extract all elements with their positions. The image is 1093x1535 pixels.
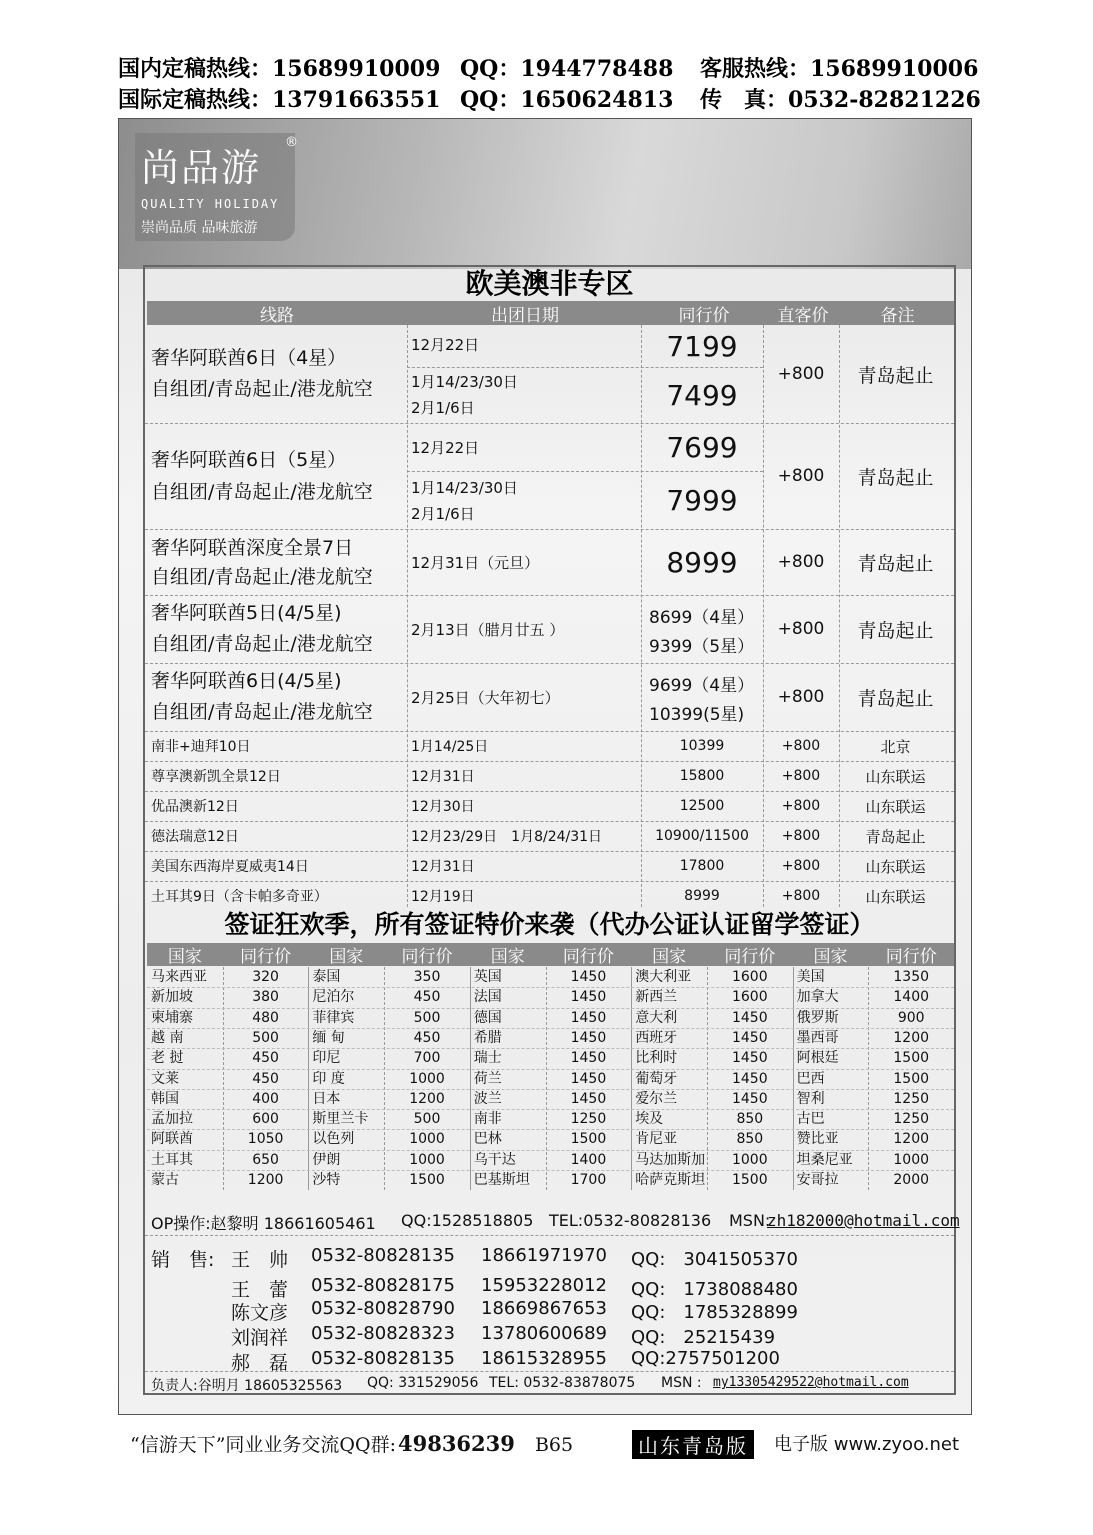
visa-header-country: 国家 [652, 947, 687, 967]
sales-tel: 0532-80828135 [311, 1348, 455, 1369]
visa-price: 1050 [247, 1131, 284, 1148]
tour-route: 奢华阿联酋6日（4星） [151, 347, 347, 369]
tour-date: 2月1/6日 [411, 399, 475, 417]
visa-column-divider [793, 967, 794, 1190]
visa-country: 瑞士 [473, 1050, 502, 1067]
intl-qq: QQ：1650624813 [460, 87, 674, 113]
visa-price: 1200 [893, 1029, 930, 1046]
tour-route: 土耳其9日（含卡帕多奇亚） [151, 889, 328, 905]
visa-row-divider [147, 987, 954, 988]
visa-country: 巴西 [796, 1070, 825, 1087]
visa-price: 350 [413, 969, 441, 985]
tour-price-alt: 9399（5星） [649, 636, 755, 657]
tour-price: 7499 [666, 378, 738, 412]
tour-direct-price: +800 [781, 798, 821, 814]
visa-country: 土耳其 [151, 1151, 193, 1168]
tour-route: 南非+迪拜10日 [151, 739, 251, 755]
tour-route: 奢华阿联酋6日（5星） [151, 449, 347, 471]
visa-country: 法国 [473, 989, 502, 1006]
tour-date: 12月30日 [411, 799, 475, 815]
visa-country: 新西兰 [635, 989, 678, 1006]
tour-note: 山东联运 [865, 767, 926, 786]
domestic-hotline: 国内定稿热线：15689910009 [118, 56, 441, 82]
tour-note: 青岛起止 [865, 827, 926, 846]
manager-divider [145, 1371, 954, 1372]
visa-price: 1450 [731, 1009, 768, 1026]
tour-note: 青岛起止 [857, 552, 934, 575]
visa-country: 古巴 [796, 1111, 825, 1128]
visa-country: 缅 甸 [312, 1029, 345, 1046]
tour-route: 美国东西海岸夏威夷14日 [151, 859, 309, 875]
visa-row-divider [147, 1008, 954, 1009]
tour-date: 2月25日（大年初七） [411, 688, 560, 707]
visa-country: 葡萄牙 [635, 1070, 678, 1087]
op-qq: QQ:1528518805 [401, 1211, 534, 1230]
visa-price: 1000 [893, 1151, 930, 1168]
op-msn-link[interactable]: zh182000@hotmail.com [767, 1211, 960, 1230]
visa-title: 签证狂欢季，所有签证特价来袭（代办公证认证留学签证） [224, 910, 875, 939]
tour-date: 1月14/23/30日 [411, 373, 518, 391]
visa-country: 墨西哥 [796, 1029, 839, 1046]
visa-price: 1450 [570, 1090, 607, 1107]
visa-country: 乌干达 [473, 1151, 516, 1168]
footer-group-number: 49836239 [397, 1431, 515, 1456]
tour-price: 7999 [666, 483, 738, 517]
visa-price: 450 [252, 1050, 279, 1067]
visa-country: 阿联酋 [151, 1131, 193, 1148]
op-tel: TEL:0532-80828136 [549, 1211, 712, 1230]
visa-price: 1500 [409, 1172, 445, 1188]
visa-country: 马达加斯加 [635, 1151, 706, 1168]
header-peer-price: 同行价 [678, 305, 730, 326]
tour-direct-price: +800 [777, 552, 825, 572]
tour-date: 12月22日 [411, 439, 480, 457]
visa-country: 巴基斯坦 [473, 1172, 530, 1188]
visa-header [147, 943, 954, 966]
banner [119, 119, 971, 269]
tour-route: 奢华阿联酋5日(4/5星) [151, 602, 342, 624]
tour-price: 17800 [679, 858, 725, 874]
tour-route: 德法瑞意12日 [151, 829, 239, 845]
visa-price: 1350 [893, 969, 930, 985]
tour-route-sub: 自组团/青岛起止/港龙航空 [151, 633, 373, 655]
visa-country: 蒙古 [151, 1172, 179, 1188]
tour-direct-price: +800 [777, 364, 825, 384]
tour-note: 山东联运 [865, 857, 926, 876]
visa-row-divider [147, 1129, 954, 1130]
visa-price: 1000 [409, 1151, 445, 1168]
visa-country: 老 挝 [151, 1050, 184, 1067]
visa-row-divider [147, 1150, 954, 1151]
tours-vline-1 [407, 325, 408, 907]
visa-price: 1450 [570, 1029, 607, 1046]
visa-price: 1700 [570, 1172, 607, 1188]
tour-date: 1月14/25日 [411, 739, 489, 755]
visa-price: 1500 [731, 1172, 768, 1188]
visa-price: 700 [413, 1050, 441, 1067]
tour-date: 2月1/6日 [411, 505, 475, 523]
tour-direct-price: +800 [781, 738, 821, 754]
visa-column-divider [470, 967, 471, 1190]
visa-price: 450 [252, 1070, 279, 1087]
tour-price: 8999 [666, 545, 738, 579]
footer-edition: 山东青岛版 [632, 1430, 754, 1459]
visa-country: 英国 [473, 969, 502, 985]
visa-price: 500 [252, 1029, 279, 1046]
visa-country: 斯里兰卡 [312, 1111, 369, 1128]
footer-site[interactable]: 电子版 www.zyoo.net [774, 1434, 960, 1455]
tour-direct-price: +800 [777, 466, 825, 486]
tour-note: 青岛起止 [857, 364, 934, 387]
manager-msn-label: MSN : [661, 1375, 702, 1391]
main-panel [143, 265, 960, 1395]
tour-date: 12月31日 [411, 859, 475, 875]
tour-direct-price: +800 [781, 888, 821, 904]
visa-price: 1450 [570, 989, 607, 1006]
visa-price: 1000 [731, 1151, 768, 1168]
visa-country: 菲律宾 [312, 1009, 355, 1026]
header-date: 出团日期 [491, 305, 559, 326]
visa-price: 1500 [893, 1050, 930, 1067]
visa-price: 1250 [893, 1090, 930, 1107]
manager-qq: QQ: 331529056 [367, 1375, 479, 1391]
visa-country: 爱尔兰 [635, 1090, 678, 1107]
sales-mobile: 18661971970 [481, 1245, 607, 1266]
tours-title: 欧美澳非专区 [465, 267, 634, 300]
visa-column-divider [308, 967, 309, 1190]
intl-hotline: 国际定稿热线：13791663551 [118, 87, 441, 113]
visa-price: 1450 [570, 1050, 607, 1067]
tour-note: 山东联运 [865, 887, 926, 906]
visa-price: 500 [413, 1009, 441, 1026]
visa-price: 1600 [731, 969, 768, 985]
visa-price: 380 [252, 989, 279, 1006]
visa-country: 沙特 [312, 1172, 341, 1188]
visa-price: 480 [252, 1009, 279, 1026]
sales-tel: 0532-80828175 [311, 1275, 455, 1296]
contacts-divider [145, 1235, 954, 1236]
visa-price: 650 [252, 1151, 279, 1168]
visa-price: 1200 [247, 1172, 284, 1188]
visa-price: 1450 [570, 1009, 607, 1026]
visa-header-country: 国家 [490, 947, 525, 967]
tour-price: 10900/11500 [655, 828, 749, 844]
sales-mobile: 18615328955 [481, 1348, 607, 1369]
tour-date: 12月31日 [411, 769, 475, 785]
visa-country: 文莱 [151, 1070, 179, 1087]
sales-label: 销 售: [151, 1249, 215, 1271]
manager-msn-link[interactable]: my13305429522@hotmail.com [713, 1375, 909, 1390]
logo-registered-mark: ® [285, 135, 298, 150]
manager-tel: TEL: 0532-83878075 [489, 1375, 636, 1391]
tour-route: 奢华阿联酋深度全景7日 [151, 537, 354, 559]
tour-note: 青岛起止 [857, 687, 934, 710]
visa-price: 1000 [409, 1131, 445, 1148]
sales-name: 王 帅 [231, 1249, 289, 1271]
visa-price: 1450 [731, 1070, 768, 1087]
visa-country: 赞比亚 [796, 1131, 839, 1148]
manager-contact: 负责人:谷明月 18605325563 [151, 1378, 343, 1394]
visa-price: 450 [413, 1029, 441, 1046]
tour-direct-price: +800 [781, 858, 821, 874]
tour-route-sub: 自组团/青岛起止/港龙航空 [151, 378, 373, 400]
visa-row-divider [147, 1069, 954, 1070]
visa-price: 1500 [893, 1070, 930, 1087]
visa-country: 印 度 [312, 1070, 345, 1087]
sales-qq: QQ: 1785328899 [631, 1302, 798, 1323]
visa-price: 1000 [409, 1070, 445, 1087]
visa-country: 日本 [312, 1090, 341, 1107]
visa-price: 850 [736, 1111, 764, 1128]
tour-date: 12月22日 [411, 336, 480, 354]
visa-price: 450 [413, 989, 441, 1006]
visa-country: 波兰 [473, 1090, 502, 1107]
visa-price: 1200 [893, 1131, 930, 1148]
tour-price: 8999 [684, 888, 720, 904]
visa-country: 韩国 [151, 1090, 179, 1107]
visa-price: 320 [252, 969, 279, 985]
visa-price: 2000 [893, 1172, 930, 1188]
visa-price: 1450 [731, 1050, 768, 1067]
visa-country: 印尼 [312, 1050, 341, 1067]
tour-route: 尊享澳新凯全景12日 [151, 769, 281, 785]
visa-country: 埃及 [635, 1111, 664, 1128]
tour-date: 12月19日 [411, 889, 475, 905]
sales-tel: 0532-80828323 [311, 1323, 455, 1344]
tour-direct-price: +800 [777, 687, 825, 707]
tour-date: 12月23/29日 1月8/24/31日 [411, 829, 603, 845]
visa-price: 600 [252, 1111, 279, 1128]
logo-slogan: 崇尚品质 品味旅游 [141, 220, 258, 236]
visa-country: 马来西亚 [151, 969, 207, 985]
sales-name: 陈文彦 [231, 1302, 289, 1324]
visa-price: 1500 [570, 1131, 607, 1148]
visa-country: 坦桑尼亚 [796, 1151, 853, 1168]
visa-country: 伊朗 [312, 1151, 341, 1168]
visa-price: 1450 [731, 1090, 768, 1107]
tour-direct-price: +800 [781, 828, 821, 844]
tours-header [147, 301, 954, 325]
tour-route-sub: 自组团/青岛起止/港龙航空 [151, 481, 373, 503]
visa-row-divider [147, 1028, 954, 1029]
op-contact: OP操作:赵黎明 18661605461 [151, 1214, 376, 1233]
visa-country: 哈萨克斯坦 [635, 1172, 706, 1188]
visa-country: 泰国 [312, 969, 341, 985]
visa-country: 德国 [473, 1009, 502, 1026]
visa-row-divider [147, 1170, 954, 1171]
sales-name: 王 蕾 [231, 1279, 289, 1301]
visa-column-divider [631, 967, 632, 1190]
visa-header-country: 国家 [167, 947, 202, 967]
tour-price: 12500 [679, 798, 725, 814]
header-direct-price: 直客价 [777, 305, 829, 326]
footer-page: B65 [534, 1434, 574, 1456]
visa-country: 意大利 [635, 1009, 678, 1026]
visa-row-divider [147, 1048, 954, 1049]
sales-mobile: 13780600689 [481, 1323, 607, 1344]
header-route: 线路 [260, 305, 294, 326]
visa-price: 1600 [731, 989, 768, 1006]
visa-country: 肯尼亚 [635, 1131, 678, 1148]
tour-price: 9699（4星） [649, 675, 755, 696]
sales-name: 刘润祥 [231, 1327, 289, 1349]
tour-price: 8699（4星） [649, 607, 755, 628]
sales-tel: 0532-80828790 [311, 1298, 455, 1319]
visa-price: 1400 [570, 1151, 607, 1168]
visa-price: 1250 [570, 1111, 607, 1128]
tour-price: 7199 [666, 329, 738, 363]
visa-header-price: 同行价 [240, 947, 292, 967]
sales-mobile: 15953228012 [481, 1275, 607, 1296]
visa-country: 澳大利亚 [635, 969, 692, 985]
visa-country: 越 南 [151, 1029, 184, 1046]
visa-country: 以色列 [312, 1131, 355, 1148]
visa-header-country: 国家 [329, 947, 364, 967]
sales-qq: QQ: 1738088480 [631, 1279, 798, 1300]
tour-price: 7699 [666, 430, 738, 464]
tour-note: 山东联运 [865, 797, 926, 816]
visa-price: 1450 [570, 969, 607, 985]
sales-qq: QQ: 25215439 [631, 1327, 776, 1348]
visa-price: 1200 [409, 1090, 445, 1107]
tour-route: 奢华阿联酋6日(4/5星) [151, 670, 342, 692]
visa-country: 比利时 [635, 1050, 678, 1067]
fax: 传 真：0532-82821226 [700, 87, 981, 113]
tour-direct-price: +800 [781, 768, 821, 784]
tour-date: 1月14/23/30日 [411, 479, 518, 497]
visa-country: 荷兰 [473, 1070, 502, 1087]
tour-route: 优品澳新12日 [151, 799, 239, 815]
logo-name: 尚品游 [141, 146, 262, 190]
service-hotline: 客服热线：15689910006 [700, 56, 979, 82]
visa-price: 1400 [893, 989, 930, 1006]
visa-row-divider [147, 1089, 954, 1090]
visa-country: 孟加拉 [151, 1111, 193, 1128]
visa-country: 西班牙 [635, 1029, 678, 1046]
visa-country: 安哥拉 [796, 1172, 839, 1188]
visa-price: 1450 [570, 1070, 607, 1087]
visa-header-price: 同行价 [724, 947, 776, 967]
tour-price-alt: 10399(5星) [649, 704, 745, 725]
sales-name: 郝 磊 [231, 1352, 289, 1374]
visa-country: 巴林 [473, 1131, 502, 1148]
visa-row-divider [147, 1109, 954, 1110]
visa-country: 柬埔寨 [151, 1009, 193, 1026]
footer [130, 1430, 573, 1457]
sales-mobile: 18669867653 [481, 1298, 607, 1319]
tour-note: 青岛起止 [857, 466, 934, 489]
visa-price: 900 [897, 1009, 925, 1026]
op-msn-label: MSN: [729, 1211, 771, 1230]
visa-price: 850 [736, 1131, 764, 1148]
sales-qq: QQ:2757501200 [631, 1348, 780, 1369]
visa-price: 1250 [893, 1111, 930, 1128]
visa-price: 400 [252, 1090, 279, 1107]
visa-price: 1450 [731, 1029, 768, 1046]
visa-country: 阿根廷 [796, 1050, 839, 1067]
domestic-qq: QQ：1944778488 [460, 56, 674, 82]
visa-country: 加拿大 [796, 989, 839, 1006]
visa-country: 俄罗斯 [796, 1009, 839, 1026]
visa-header-price: 同行价 [885, 947, 937, 967]
sales-qq: QQ: 3041505370 [631, 1249, 798, 1270]
visa-country: 新加坡 [151, 989, 193, 1006]
visa-country: 美国 [796, 969, 825, 985]
visa-price: 500 [413, 1111, 441, 1128]
tour-note: 青岛起止 [857, 619, 934, 642]
tour-price: 10399 [679, 738, 725, 754]
tour-direct-price: +800 [777, 619, 825, 639]
header-note: 备注 [880, 305, 915, 326]
visa-header-price: 同行价 [401, 947, 453, 967]
tour-route-sub: 自组团/青岛起止/港龙航空 [151, 566, 373, 588]
visa-country: 希腊 [473, 1029, 502, 1046]
visa-country: 南非 [473, 1111, 502, 1128]
tour-note: 北京 [880, 737, 911, 756]
tour-date: 12月31日（元旦） [411, 553, 540, 572]
visa-country: 智利 [796, 1090, 825, 1107]
logo [135, 133, 298, 241]
logo-english: QUALITY HOLIDAY [141, 197, 280, 211]
sales-tel: 0532-80828135 [311, 1245, 455, 1266]
tour-route-sub: 自组团/青岛起止/港龙航空 [151, 701, 373, 723]
visa-header-country: 国家 [813, 947, 848, 967]
tour-price: 15800 [679, 768, 725, 784]
visa-header-price: 同行价 [562, 947, 614, 967]
footer-qq-group: “信游天下”同业业务交流QQ群: [130, 1434, 396, 1456]
tour-date: 2月13日（腊月廿五 ） [411, 620, 565, 639]
visa-country: 尼泊尔 [312, 989, 355, 1006]
